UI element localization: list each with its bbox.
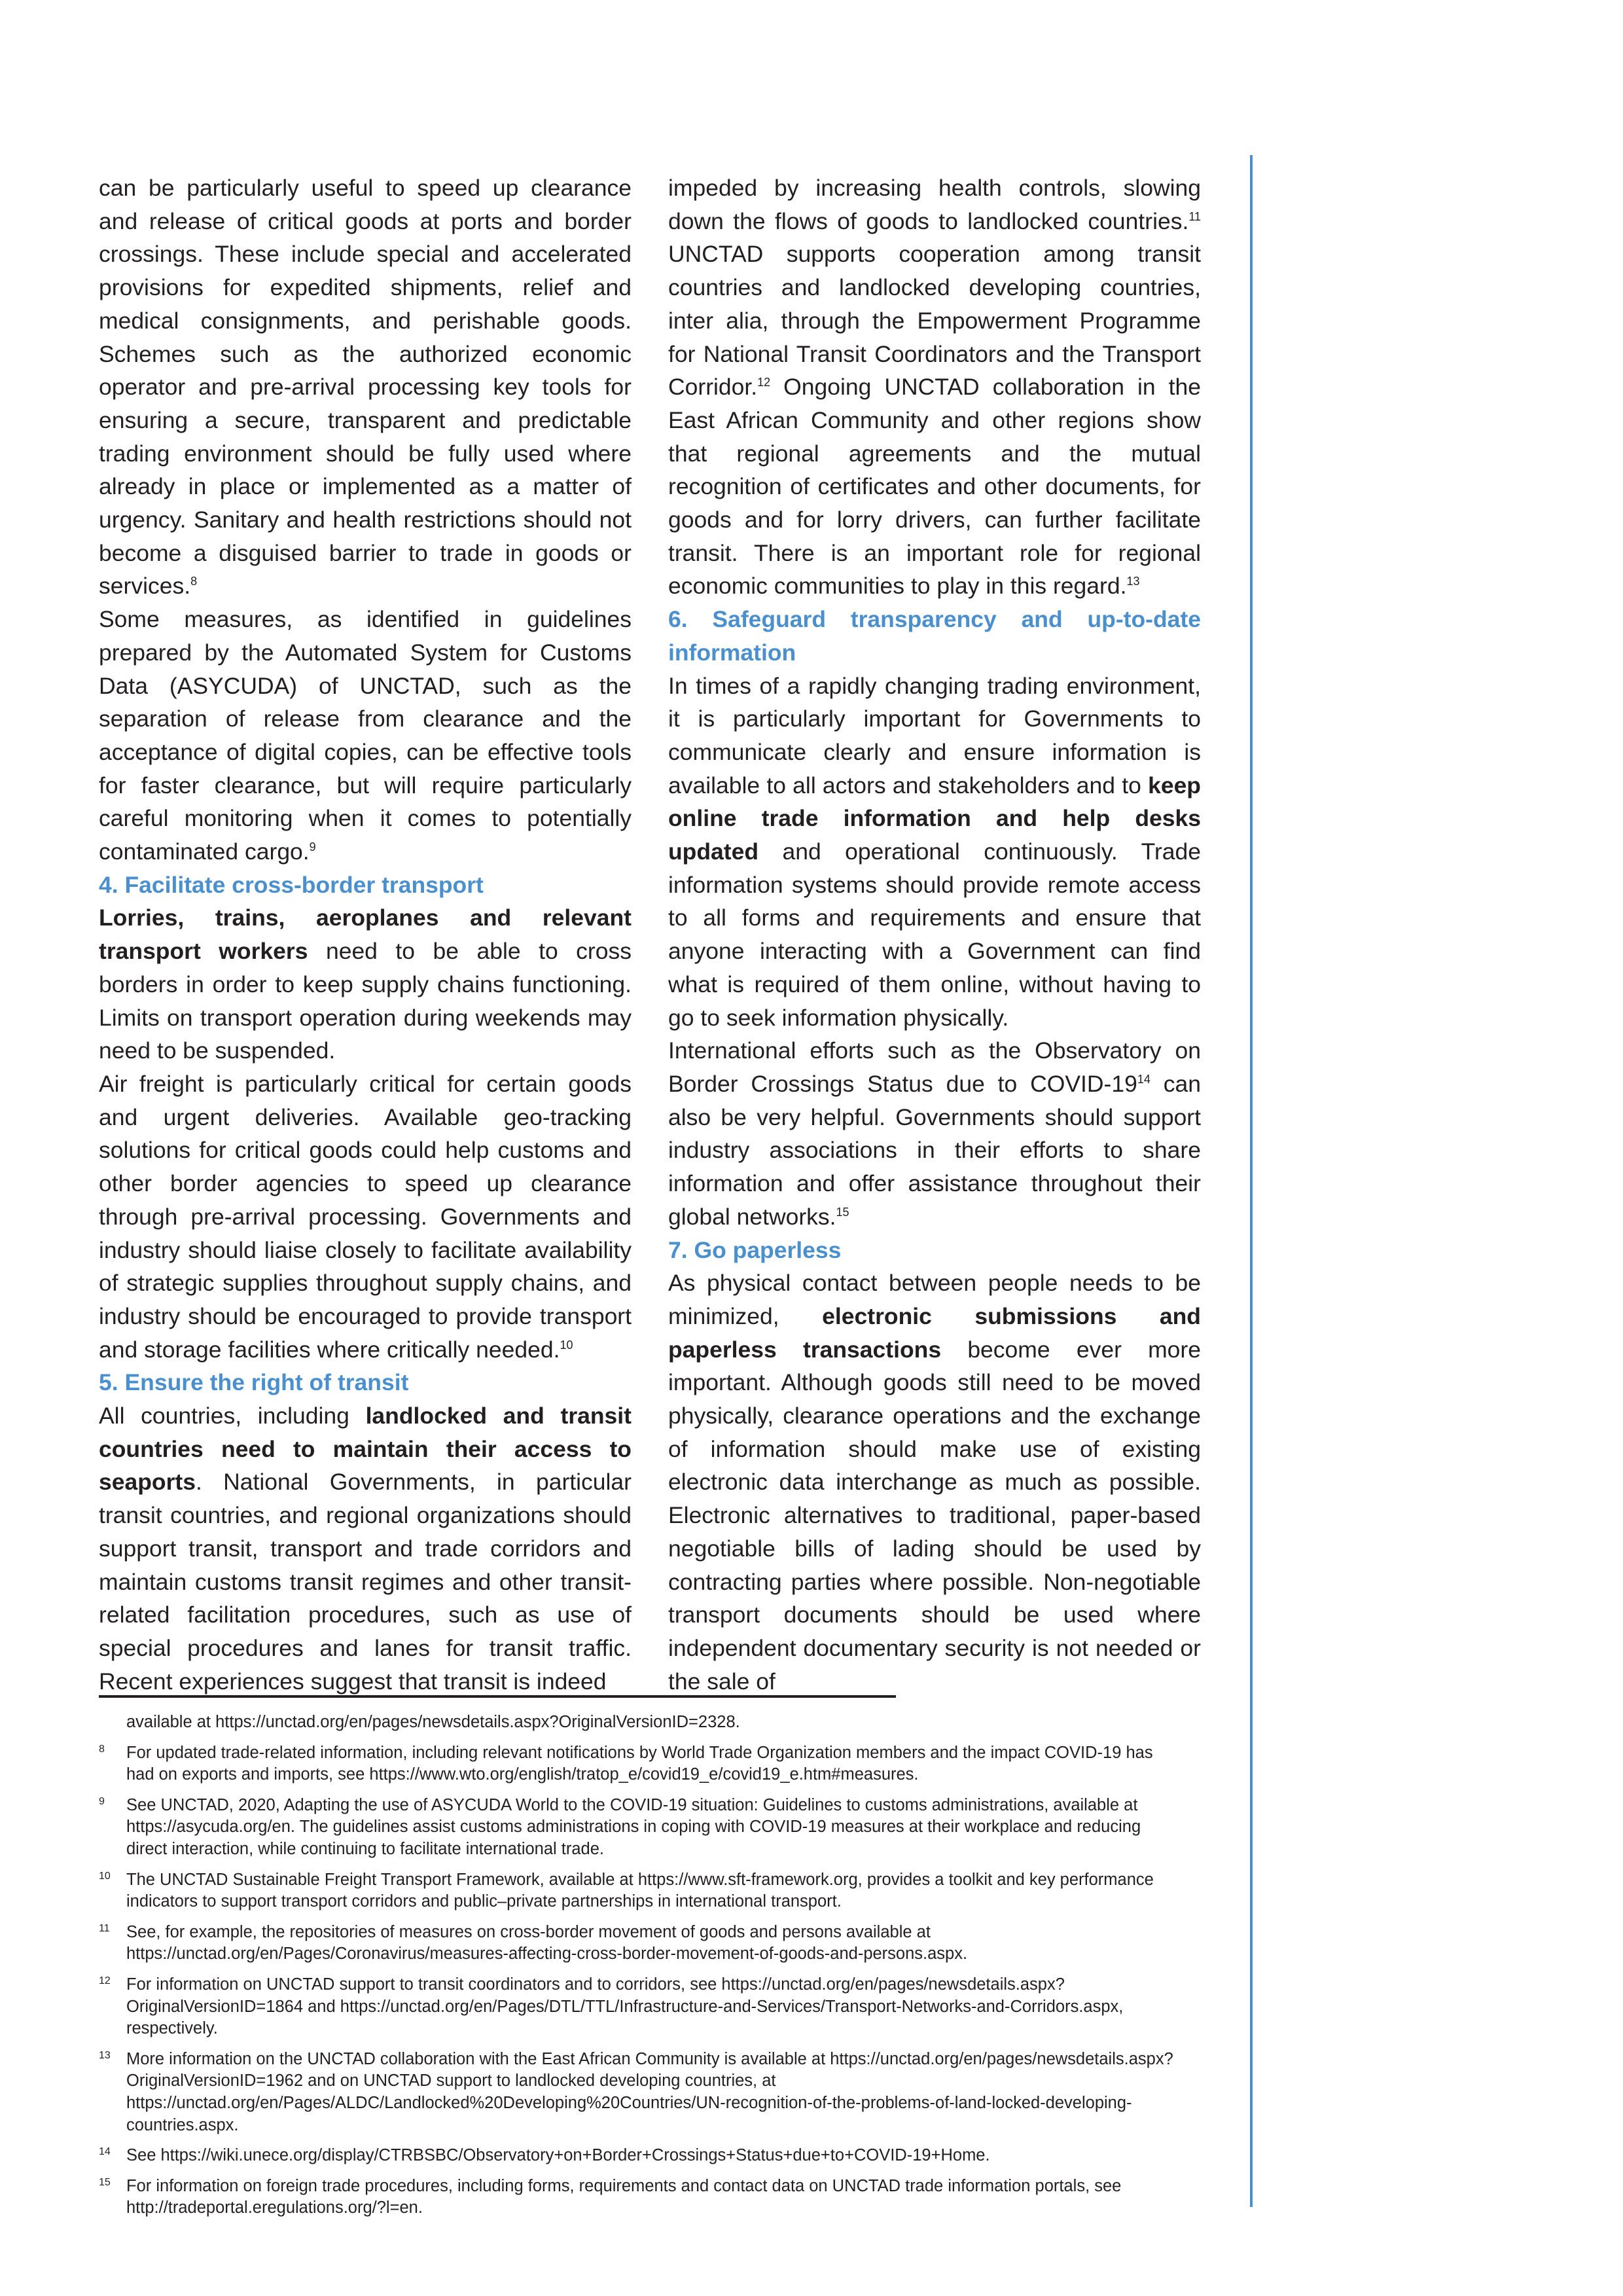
- paragraph: [99, 171, 632, 603]
- footnote: [99, 1974, 1185, 2040]
- footnote-text: The UNCTAD Sustainable Freight Transport Framework, available at https://www.sft-framework.org, provides a toolkit and key performance indicators to support transport corridors and public–private partnerships in international transport.: [126, 1870, 1154, 1911]
- bold-text: landlocked and transit countries need to maintain their access to seaports: [99, 1403, 632, 1496]
- paragraph: [99, 1067, 632, 1366]
- footnotes: [99, 1712, 1185, 2228]
- text: In times of a rapidly changing trading environment, it is particularly important for Governments to communicate clearly and ensure information is available to all actors and stakeholders and to: [668, 672, 1201, 798]
- footnote: [99, 2145, 1185, 2167]
- text: International efforts such as the Observatory on Border Crossings Status due to COVID-19: [668, 1037, 1201, 1097]
- footnote-list: [99, 1742, 1185, 2219]
- footnote-ref: 11: [1188, 209, 1201, 223]
- text: need to be able to cross borders in order to keep supply chains functioning. Limits on transport operation during weekends may need to be suspended.: [99, 938, 632, 1064]
- footnote-ref: 9: [309, 840, 316, 854]
- text: can also be very helpful. Governments should support industry associations in their efforts to share information and offer assistance throughout their global networks.: [668, 1070, 1201, 1230]
- paragraph: [668, 171, 1201, 603]
- footnote-text: More information on the UNCTAD collaboration with the East African Community is available at https://unctad.org/en/pages/newsdetails.aspx?OriginalVersionID=1962 and on UNCTAD support to landlocked developing countries, at https://unctad.org/en/Pages/ALDC/Landlocked%20Developing%20Countries/UN-recognition-of-the-problems-of-land-locked-developing-countries.aspx.: [126, 2049, 1173, 2134]
- footnote-text: See UNCTAD, 2020, Adapting the use of ASYCUDA World to the COVID-19 situation: Guidelines to customs administrations, available at https://asycuda.org/en. The guidelines assist customs administrations in coping with COVID-19 measures at their workplace and reducing direct interaction, while continuing to facilitate international trade.: [126, 1795, 1141, 1858]
- paragraph: [99, 1399, 632, 1698]
- text: Some measures, as identified in guidelines prepared by the Automated System for Customs Data (ASYCUDA) of UNCTAD, such as the separation of release from clearance and the acceptance of digital copies, can be effective tools for faster clearance, but will require particularly careful monitoring when it comes to potentially contaminated cargo.: [99, 606, 632, 865]
- footnote: [99, 1869, 1185, 1913]
- footnote-number: 13: [99, 2049, 111, 2061]
- text: Ongoing UNCTAD collaboration in the East African Community and other regions show that regional agreements and the mutual recognition of certificates and other documents, for goods and for lorry drivers, can further facilitate transit. There is an important role for regional economic communities to play in this regard.: [668, 374, 1201, 600]
- text: . National Governments, in particular transit countries, and regional organizations should support transit, transport and trade corridors and maintain customs transit regimes and other transit-related facilitation procedures, such as use of special procedures and lanes for transit traffic. Recent experiences suggest that transit is indeed: [99, 1469, 632, 1695]
- bold-text: keep online trade information and help desks updated: [668, 772, 1201, 865]
- left-column: [99, 171, 632, 1698]
- footnote-ref: 8: [190, 575, 198, 588]
- right-column: [668, 171, 1201, 1698]
- footnote-ref: 14: [1137, 1073, 1150, 1086]
- text: can be particularly useful to speed up clearance and release of critical goods at ports and border crossings. These include special and accelerated provisions for expedited shipments, relief and medical consignments, and perishable goods. Schemes such as the authorized economic operator and pre-arrival processing key tools for ensuring a secure, transparent and predictable trading environment should be fully used where already in place or implemented as a matter of urgency. Sanitary and health restrictions should not become a disguised barrier to trade in goods or services.: [99, 175, 632, 600]
- footnote-number: 9: [99, 1795, 105, 1807]
- footnote: [99, 1742, 1185, 1786]
- footnote-ref: 10: [560, 1338, 573, 1352]
- footnote-ref: 15: [836, 1205, 849, 1219]
- footnote-text: For information on UNCTAD support to transit coordinators and to corridors, see https://unctad.org/en/pages/newsdetails.aspx?OriginalVersionID=1864 and https://unctad.org/en/Pages/DTL/TTL/Infrastructure-and-Services/Transport-Networks-and-Corridors.aspx, respectively.: [126, 1975, 1124, 2038]
- paragraph: [99, 603, 632, 869]
- footnote: [99, 2176, 1185, 2219]
- footnote: [99, 1795, 1185, 1861]
- footnote-ref: 12: [757, 376, 771, 389]
- text: impeded by increasing health controls, slowing down the flows of goods to landlocked countries.: [668, 175, 1201, 234]
- section-heading: 5. Ensure the right of transit: [99, 1369, 409, 1396]
- text: UNCTAD supports cooperation among transit countries and landlocked developing countries, inter alia, through the Empowerment Programme for National Transit Coordinators and the Transport Corridor.: [668, 241, 1201, 401]
- footnote-text: For information on foreign trade procedures, including forms, requirements and contact data on UNCTAD trade information portals, see http://tradeportal.eregulations.org/?l=en.: [126, 2176, 1122, 2217]
- paragraph: [99, 901, 632, 1067]
- paragraph: [668, 1266, 1201, 1698]
- footnote-text: See, for example, the repositories of measures on cross-border movement of goods and persons available at https://unctad.org/en/Pages/Coronavirus/measures-affecting-cross-border-movement-of-goods-and-persons.aspx.: [126, 1922, 968, 1964]
- text: become ever more important. Although goods still need to be moved physically, clearance operations and the exchange of information should make use of existing electronic data interchange as much as possible. Electronic alternatives to traditional, paper-based negotiable bills of lading should be used by contracting parties where possible. Non-negotiable transport documents should be used where independent documentary security is not needed or the sale of: [668, 1336, 1201, 1695]
- section-heading: 7. Go paperless: [668, 1236, 842, 1263]
- footnote-number: 8: [99, 1743, 105, 1755]
- footnote: [99, 1922, 1185, 1965]
- footnote-ref: 13: [1126, 575, 1140, 588]
- text: As physical contact between people needs to be minimized,: [668, 1270, 1201, 1329]
- footnote-number: 10: [99, 1870, 111, 1882]
- margin-rule: [1250, 155, 1253, 2207]
- footnote: [99, 2049, 1185, 2136]
- paragraph: [668, 670, 1201, 1035]
- paragraph: [668, 1034, 1201, 1233]
- footnote-continuation: available at https://unctad.org/en/pages/newsdetails.aspx?OriginalVersionID=2328.: [126, 1713, 740, 1731]
- footnote-number: 12: [99, 1975, 111, 1986]
- footnote-text: For updated trade-related information, including relevant notifications by World Trade Organization members and the impact COVID-19 has had on exports and imports, see https://www.wto.org/english/tratop_e/covid19_e/covid19_e.htm#measures.: [126, 1743, 1153, 1784]
- footnote-separator: [99, 1695, 896, 1698]
- section-heading: 6. Safeguard transparency and up-to-date information: [668, 606, 1201, 666]
- bold-text: electronic submissions and paperless transactions: [668, 1302, 1201, 1363]
- footnote-text: See https://wiki.unece.org/display/CTRBSBC/Observatory+on+Border+Crossings+Status+due+to+COVID-19+Home.: [126, 2146, 990, 2165]
- text: and operational continuously. Trade information systems should provide remote access to all forms and requirements and ensure that anyone interacting with a Government can find what is required of them online, without having to go to seek information physically.: [668, 838, 1201, 1031]
- bold-text: Lorries, trains, aeroplanes and relevant transport workers: [99, 905, 632, 965]
- text: Air freight is particularly critical for certain goods and urgent deliveries. Available geo-tracking solutions for critical goods could help customs and other border agencies to speed up clearance through pre-arrival processing. Governments and industry should liaise closely to facilitate availability of strategic supplies throughout supply chains, and industry should be encouraged to provide transport and storage facilities where critically needed.: [99, 1070, 632, 1363]
- section-heading: 4. Facilitate cross-border transport: [99, 871, 484, 898]
- footnote-number: 14: [99, 2146, 111, 2158]
- text: All countries, including: [99, 1403, 366, 1429]
- footnote-number: 11: [99, 1922, 110, 1934]
- footnote-number: 15: [99, 2176, 111, 2188]
